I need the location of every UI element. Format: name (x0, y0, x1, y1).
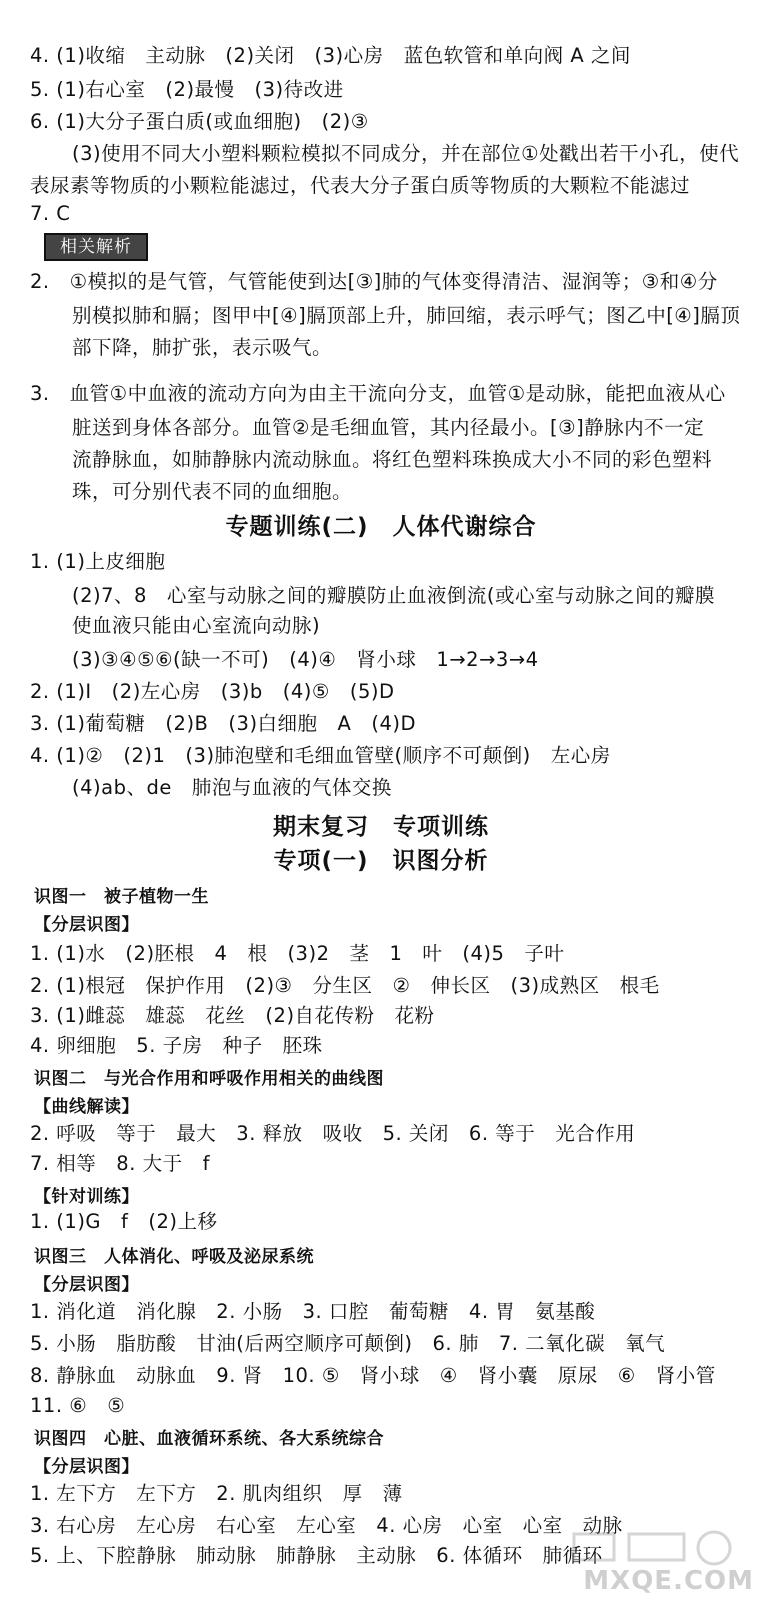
section-heading: 期末复习 专项训练 (273, 814, 489, 840)
analysis-line: 珠，可分别代表不同的血细胞。 (72, 480, 353, 503)
answer-line: 7. 相等 8. 大于 f (30, 1152, 210, 1175)
figure-tag: 【曲线解读】 (34, 1097, 139, 1117)
answer-line: 5. 小肠 脂肪酸 甘油(后两空顺序可颠倒) 6. 肺 7. 二氧化碳 氧气 (30, 1332, 666, 1355)
answer-line: 1. 消化道 消化腺 2. 小肠 3. 口腔 葡萄糖 4. 胃 氨基酸 (30, 1300, 596, 1323)
figure-tag: 【分层识图】 (34, 1275, 139, 1295)
answer-line: 1. (1)上皮细胞 (30, 550, 166, 573)
analysis-badge: 相关解析 (44, 233, 148, 261)
figure-tag: 【分层识图】 (34, 915, 139, 935)
answer-line: 4. 卵细胞 5. 子房 种子 胚珠 (30, 1034, 323, 1057)
answer-line: 2. (1)Ⅰ (2)左心房 (3)b (4)⑤ (5)D (30, 680, 395, 703)
analysis-line: 3. 血管①中血液的流动方向为由主干流向分支，血管①是动脉，能把血液从心 (30, 382, 726, 405)
answer-line: (4)ab、de 肺泡与血液的气体交换 (72, 776, 392, 799)
answer-line: 1. (1)G f (2)上移 (30, 1210, 218, 1233)
answer-line: 4. (1)② (2)1 (3)肺泡壁和毛细血管壁(顺序不可颠倒) 左心房 (30, 744, 611, 767)
answer-line: 1. 左下方 左下方 2. 肌肉组织 厚 薄 (30, 1482, 403, 1505)
answer-line: 5. (1)右心室 (2)最慢 (3)待改进 (30, 78, 344, 101)
answer-line: 5. 上、下腔静脉 肺动脉 肺静脉 主动脉 6. 体循环 肺循环 (30, 1544, 603, 1567)
answer-line: (2)7、8 心室与动脉之间的瓣膜防止血液倒流(或心室与动脉之间的瓣膜 (72, 584, 716, 607)
answer-line: 3. 右心房 左心房 右心室 左心室 4. 心房 心室 心室 动脉 (30, 1514, 623, 1537)
analysis-line: 部下降，肺扩张，表示吸气。 (72, 336, 333, 359)
watermark-text: MXQE.COM (583, 1566, 754, 1596)
answer-line: 表尿素等物质的小颗粒能滤过，代表大分子蛋白质等物质的大颗粒不能滤过 (30, 174, 691, 197)
answer-line: 2. 呼吸 等于 最大 3. 释放 吸收 5. 关闭 6. 等于 光合作用 (30, 1122, 636, 1145)
answer-line: 7. C (30, 202, 71, 225)
section-heading: 专项(一) 识图分析 (273, 848, 489, 874)
figure-title: 识图一 被子植物一生 (34, 887, 209, 907)
answer-line: (3)使用不同大小塑料颗粒模拟不同成分，并在部位①处戳出若干小孔，使代 (72, 142, 740, 165)
analysis-line: 脏送到身体各部分。血管②是毛细血管，其内径最小。[③]静脉内不一定 (72, 416, 705, 439)
figure-title: 识图二 与光合作用和呼吸作用相关的曲线图 (34, 1069, 384, 1089)
answer-line: (3)③④⑤⑥(缺一不可) (4)④ 肾小球 1→2→3→4 (72, 648, 539, 671)
section-heading: 专题训练(二) 人体代谢综合 (225, 514, 537, 540)
analysis-line: 别模拟肺和膈；图甲中[④]膈顶部上升，肺回缩，表示呼气；图乙中[④]膈顶 (72, 304, 741, 327)
watermark (554, 1526, 754, 1596)
analysis-line: 2. ①模拟的是气管，气管能使到达[③]肺的气体变得清洁、湿润等；③和④分 (30, 270, 718, 293)
answer-line: 3. (1)雌蕊 雄蕊 花丝 (2)自花传粉 花粉 (30, 1004, 435, 1027)
figure-tag: 【分层识图】 (34, 1457, 139, 1477)
figure-title: 识图四 心脏、血液循环系统、各大系统综合 (34, 1429, 384, 1449)
answer-line: 8. 静脉血 动脉血 9. 肾 10. ⑤ 肾小球 ④ 肾小囊 原尿 ⑥ 肾小管 (30, 1364, 716, 1387)
answer-line: 1. (1)水 (2)胚根 4 根 (3)2 茎 1 叶 (4)5 子叶 (30, 942, 565, 965)
answer-line: 使血液只能由心室流向动脉) (72, 614, 321, 637)
figure-title: 识图三 人体消化、呼吸及泌尿系统 (34, 1247, 314, 1267)
answer-line: 3. (1)葡萄糖 (2)B (3)白细胞 A (4)D (30, 712, 417, 735)
answer-line: 11. ⑥ ⑤ (30, 1394, 126, 1417)
answer-line: 4. (1)收缩 主动脉 (2)关闭 (3)心房 蓝色软管和单向阀 A 之间 (30, 44, 631, 67)
analysis-line: 流静脉血，如肺静脉内流动脉血。将红色塑料珠换成大小不同的彩色塑料 (72, 448, 713, 471)
answer-line: 2. (1)根冠 保护作用 (2)③ 分生区 ② 伸长区 (3)成熟区 根毛 (30, 974, 660, 997)
answer-line: 6. (1)大分子蛋白质(或血细胞) (2)③ (30, 110, 369, 133)
watermark-logo-icon (554, 1526, 754, 1566)
figure-tag: 【针对训练】 (34, 1187, 139, 1207)
